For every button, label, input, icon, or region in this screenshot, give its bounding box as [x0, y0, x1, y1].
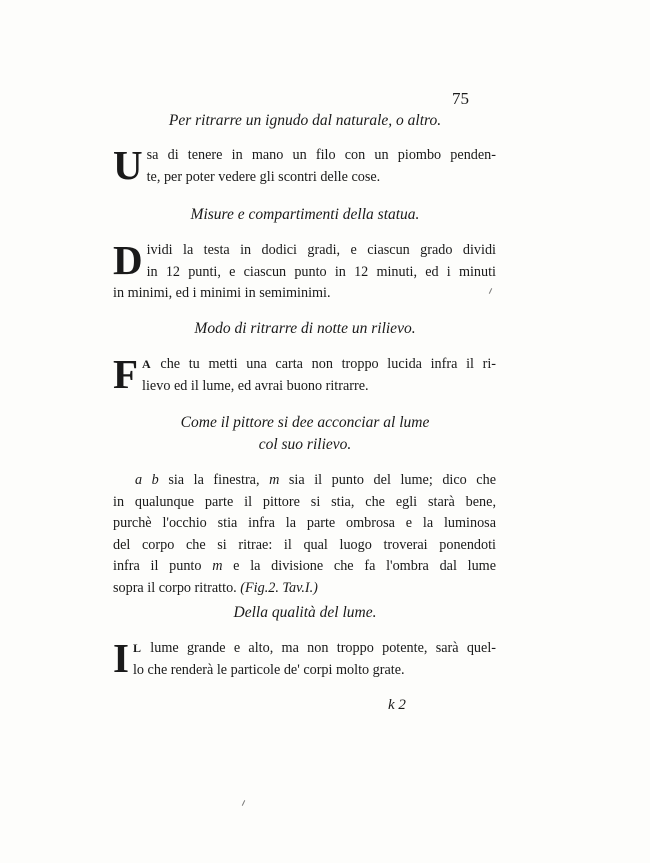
paragraph-measures: [113, 237, 496, 305]
heading-line: Come il pittore si dee acconciar al lume: [180, 414, 430, 431]
figure-reference: (Fig.2. Tav.I.): [240, 579, 318, 596]
heading-line: col suo rilievo.: [258, 436, 352, 453]
text-line: A che tu metti una carta non troppo lucida infra il ri-: [142, 356, 497, 372]
variable-m: m: [269, 472, 280, 488]
variable-m: m: [212, 558, 223, 574]
paragraph-light: [113, 635, 496, 681]
text-line: a b sia la finestra, m sia il punto del lume; dico che: [135, 472, 496, 488]
section-heading-measures: Misure e compartimenti della statua.: [190, 206, 420, 223]
text-line: in qualunque parte il pittore si stia, che egli starà bene,: [113, 493, 496, 510]
page-number: 75: [452, 89, 469, 108]
text-line: del corpo che si ritrae: il qual luogo troverai ponendoti: [113, 536, 496, 553]
text-line: in minimi, ed i minimi in semiminimi.: [113, 285, 331, 301]
text-line: ividi la testa in dodici gradi, e ciascun grado dividi: [146, 242, 496, 258]
signature-mark: k 2: [388, 697, 406, 713]
text-line: te, per poter vedere gli scontri delle cose.: [146, 168, 381, 185]
drop-cap: F: [113, 351, 139, 397]
drop-cap: U: [113, 142, 143, 188]
text-line: sa di tenere in mano un filo con un piombo penden-: [146, 147, 496, 163]
text-line: lo che renderà le particole de' corpi molto grate.: [132, 661, 405, 678]
variable-ab: a b: [135, 472, 159, 488]
paragraph-nude: [113, 142, 496, 188]
paragraph-night: [113, 351, 497, 397]
paper-speck: [242, 800, 245, 806]
section-heading-painter: [110, 412, 500, 456]
small-cap: A: [142, 357, 152, 371]
drop-cap: I: [113, 635, 129, 681]
paragraph-painter: [113, 470, 496, 599]
section-heading-nude: Per ritrarre un ignudo dal naturale, o altro.: [168, 112, 442, 129]
small-cap: L: [132, 641, 142, 655]
text-line: sopra il corpo ritratto. (Fig.2. Tav.I.): [113, 579, 318, 596]
drop-cap: D: [113, 237, 143, 283]
text-line: in 12 punti, e ciascun punto in 12 minuti, ed i minuti: [146, 263, 496, 280]
section-heading-light: Della qualità del lume.: [233, 604, 377, 621]
text-line: lievo ed il lume, ed avrai buono ritrarre.: [142, 377, 369, 394]
section-heading-night: Modo di ritrarre di notte un rilievo.: [194, 320, 416, 337]
text-line: purchè l'occhio stia infra la parte ombrosa e la luminosa: [113, 515, 496, 531]
text-line: infra il punto m e la divisione che fa l'ombra dal lume: [113, 558, 496, 574]
text-line: L lume grande e alto, ma non troppo potente, sarà quel-: [132, 640, 496, 656]
